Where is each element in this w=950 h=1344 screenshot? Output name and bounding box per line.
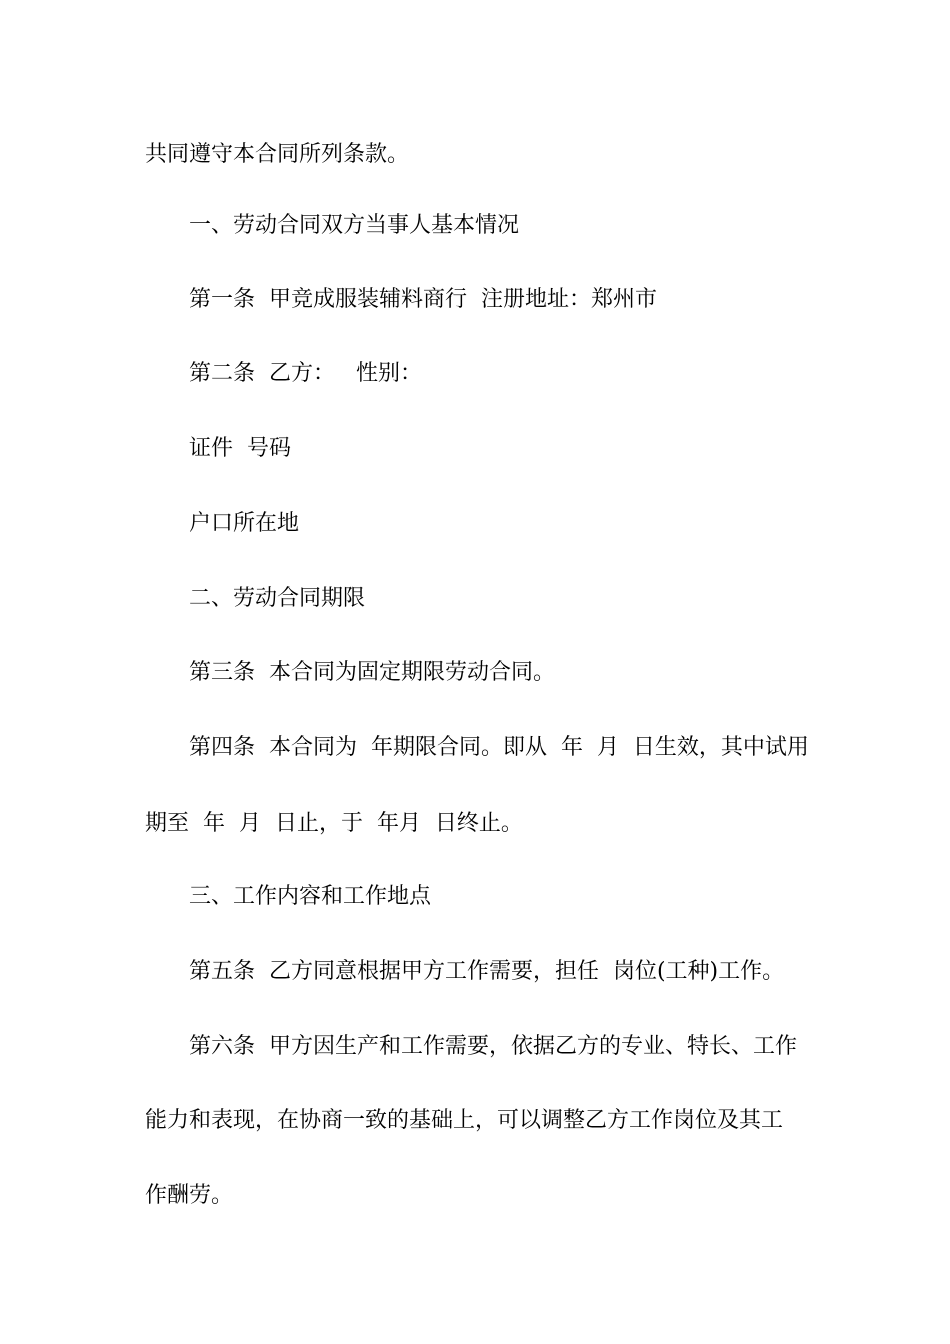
section-heading: 一、劳动合同双方当事人基本情况 <box>189 213 520 238</box>
paragraph-line: 能力和表现，在协商一致的基础上，可以调整乙方工作岗位及其工 <box>145 1108 784 1133</box>
section-heading: 二、劳动合同期限 <box>189 586 366 611</box>
article-line: 第三条 本合同为固定期限劳动合同。 <box>189 660 555 685</box>
article-line: 第二条 乙方： 性别： <box>189 361 422 386</box>
section-heading: 三、工作内容和工作地点 <box>189 884 432 909</box>
article-line: 第五条 乙方同意根据甲方工作需要，担任 岗位(工种)工作。 <box>189 959 785 984</box>
article-line: 第四条 本合同为 年期限合同。即从 年 月 日生效，其中试用 <box>189 735 809 760</box>
paragraph-line: 户口所在地 <box>189 511 300 536</box>
paragraph-line: 期至 年 月 日止，于 年月 日终止。 <box>145 811 523 836</box>
paragraph-line: 证件 号码 <box>189 436 291 461</box>
paragraph-line: 作酬劳。 <box>145 1183 234 1208</box>
paragraph-line: 共同遵守本合同所列条款。 <box>145 142 410 167</box>
article-line: 第一条 甲竞成服装辅料商行 注册地址：郑州市 <box>189 287 657 312</box>
article-line: 第六条 甲方因生产和工作需要，依据乙方的专业、特长、工作 <box>189 1034 797 1059</box>
